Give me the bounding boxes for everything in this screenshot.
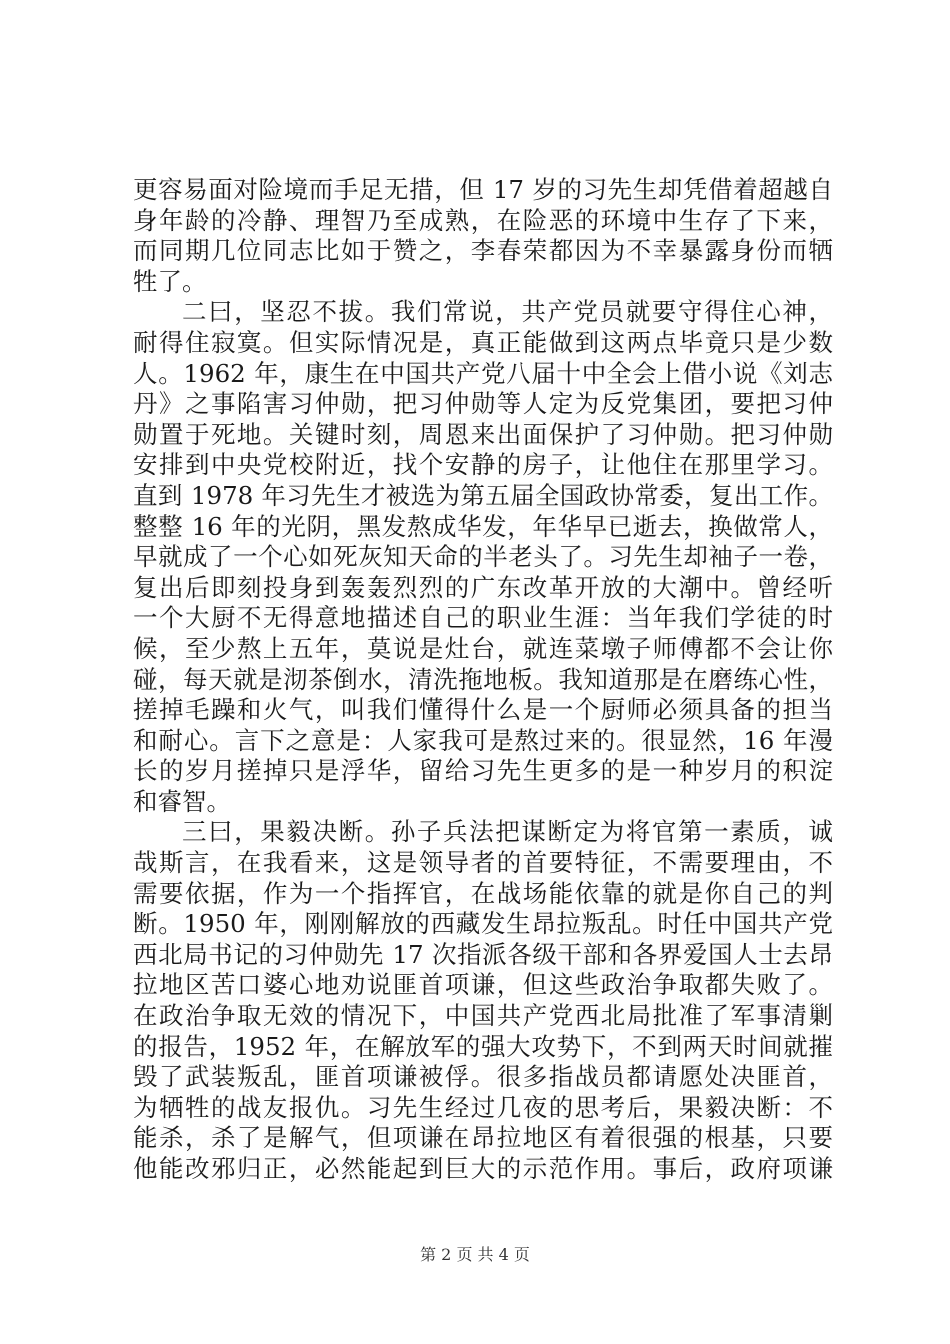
- page-number-label: 第 2 页 共 4 页: [420, 1245, 530, 1264]
- text-line: 三曰，果毅决断。孙子兵法把谋断定为将官第一素质，诚: [182, 817, 833, 847]
- text-line: 牲了。: [133, 266, 207, 296]
- text-line: 断。1950 年，刚刚解放的西藏发生昂拉叛乱。时任中国共产党: [133, 909, 833, 939]
- text-line: 为牺牲的战友报仇。习先生经过几夜的思考后，果毅决断：不: [133, 1092, 833, 1122]
- text-line: 勋置于死地。关键时刻，周恩来出面保护了习仲勋。把习仲勋: [133, 419, 833, 449]
- text-line: 的报告，1952 年，在解放军的强大攻势下，不到两天时间就摧: [133, 1031, 833, 1061]
- text-line: 西北局书记的习仲勋先 17 次指派各级干部和各界爱国人士去昂: [133, 939, 833, 969]
- text-line: 复出后即刻投身到轰轰烈烈的广东改革开放的大潮中。曾经听: [133, 572, 833, 602]
- text-line: 而同期几位同志比如于赞之，李春荣都因为不幸暴露身份而牺: [133, 236, 833, 266]
- text-line: 拉地区苦口婆心地劝说匪首项谦，但这些政治争取都失败了。: [133, 970, 833, 1000]
- text-line: 丹》之事陷害习仲勋，把习仲勋等人定为反党集团，要把习仲: [133, 389, 833, 419]
- text-line: 和耐心。言下之意是：人家我可是熬过来的。很显然，16 年漫: [133, 725, 833, 755]
- text-line: 哉斯言，在我看来，这是领导者的首要特征，不需要理由，不: [133, 848, 833, 878]
- text-line: 直到 1978 年习先生才被选为第五届全国政协常委，复出工作。: [133, 480, 833, 510]
- text-line: 他能改邪归正，必然能起到巨大的示范作用。事后，政府项谦: [133, 1154, 833, 1183]
- text-line: 碰，每天就是沏茶倒水，清洗拖地板。我知道那是在磨练心性，: [133, 664, 833, 694]
- body-text: [133, 175, 833, 1185]
- text-line: 早就成了一个心如死灰知天命的半老头了。习先生却袖子一卷，: [133, 542, 833, 572]
- text-line: 身年龄的冷静、理智乃至成熟，在险恶的环境中生存了下来，: [133, 205, 833, 235]
- text-line: 需要依据，作为一个指挥官，在战场能依靠的就是你自己的判: [133, 878, 833, 908]
- text-line: 能杀，杀了是解气，但项谦在昂拉地区有着很强的根基，只要: [133, 1123, 833, 1153]
- text-line: 毁了武装叛乱，匪首项谦被俘。很多指战员都请愿处决匪首，: [133, 1062, 833, 1092]
- text-line: 安排到中央党校附近，找个安静的房子，让他住在那里学习。: [133, 450, 833, 480]
- page-footer: [0, 1242, 950, 1265]
- text-line: 候，至少熬上五年，莫说是灶台，就连菜墩子师傅都不会让你: [133, 633, 833, 663]
- text-line: 一个大厨不无得意地描述自己的职业生涯：当年我们学徒的时: [133, 603, 833, 633]
- text-line: 和睿智。: [133, 786, 231, 816]
- text-line: 更容易面对险境而手足无措，但 17 岁的习先生却凭借着超越自: [133, 175, 833, 204]
- text-line: 整整 16 年的光阴，黑发熬成华发，年华早已逝去，换做常人，: [133, 511, 833, 541]
- text-line: 搓掉毛躁和火气，叫我们懂得什么是一个厨师必须具备的担当: [133, 695, 833, 725]
- text-line: 耐得住寂寞。但实际情况是，真正能做到这两点毕竟只是少数: [133, 327, 833, 357]
- text-line: 在政治争取无效的情况下，中国共产党西北局批准了军事清剿: [133, 1001, 833, 1031]
- text-line: 人。1962 年，康生在中国共产党八届十中全会上借小说《刘志: [133, 358, 833, 388]
- text-line: 长的岁月搓掉只是浮华，留给习先生更多的是一种岁月的积淀: [133, 756, 833, 786]
- text-line: 二曰，坚忍不拔。我们常说，共产党员就要守得住心神，: [182, 297, 833, 327]
